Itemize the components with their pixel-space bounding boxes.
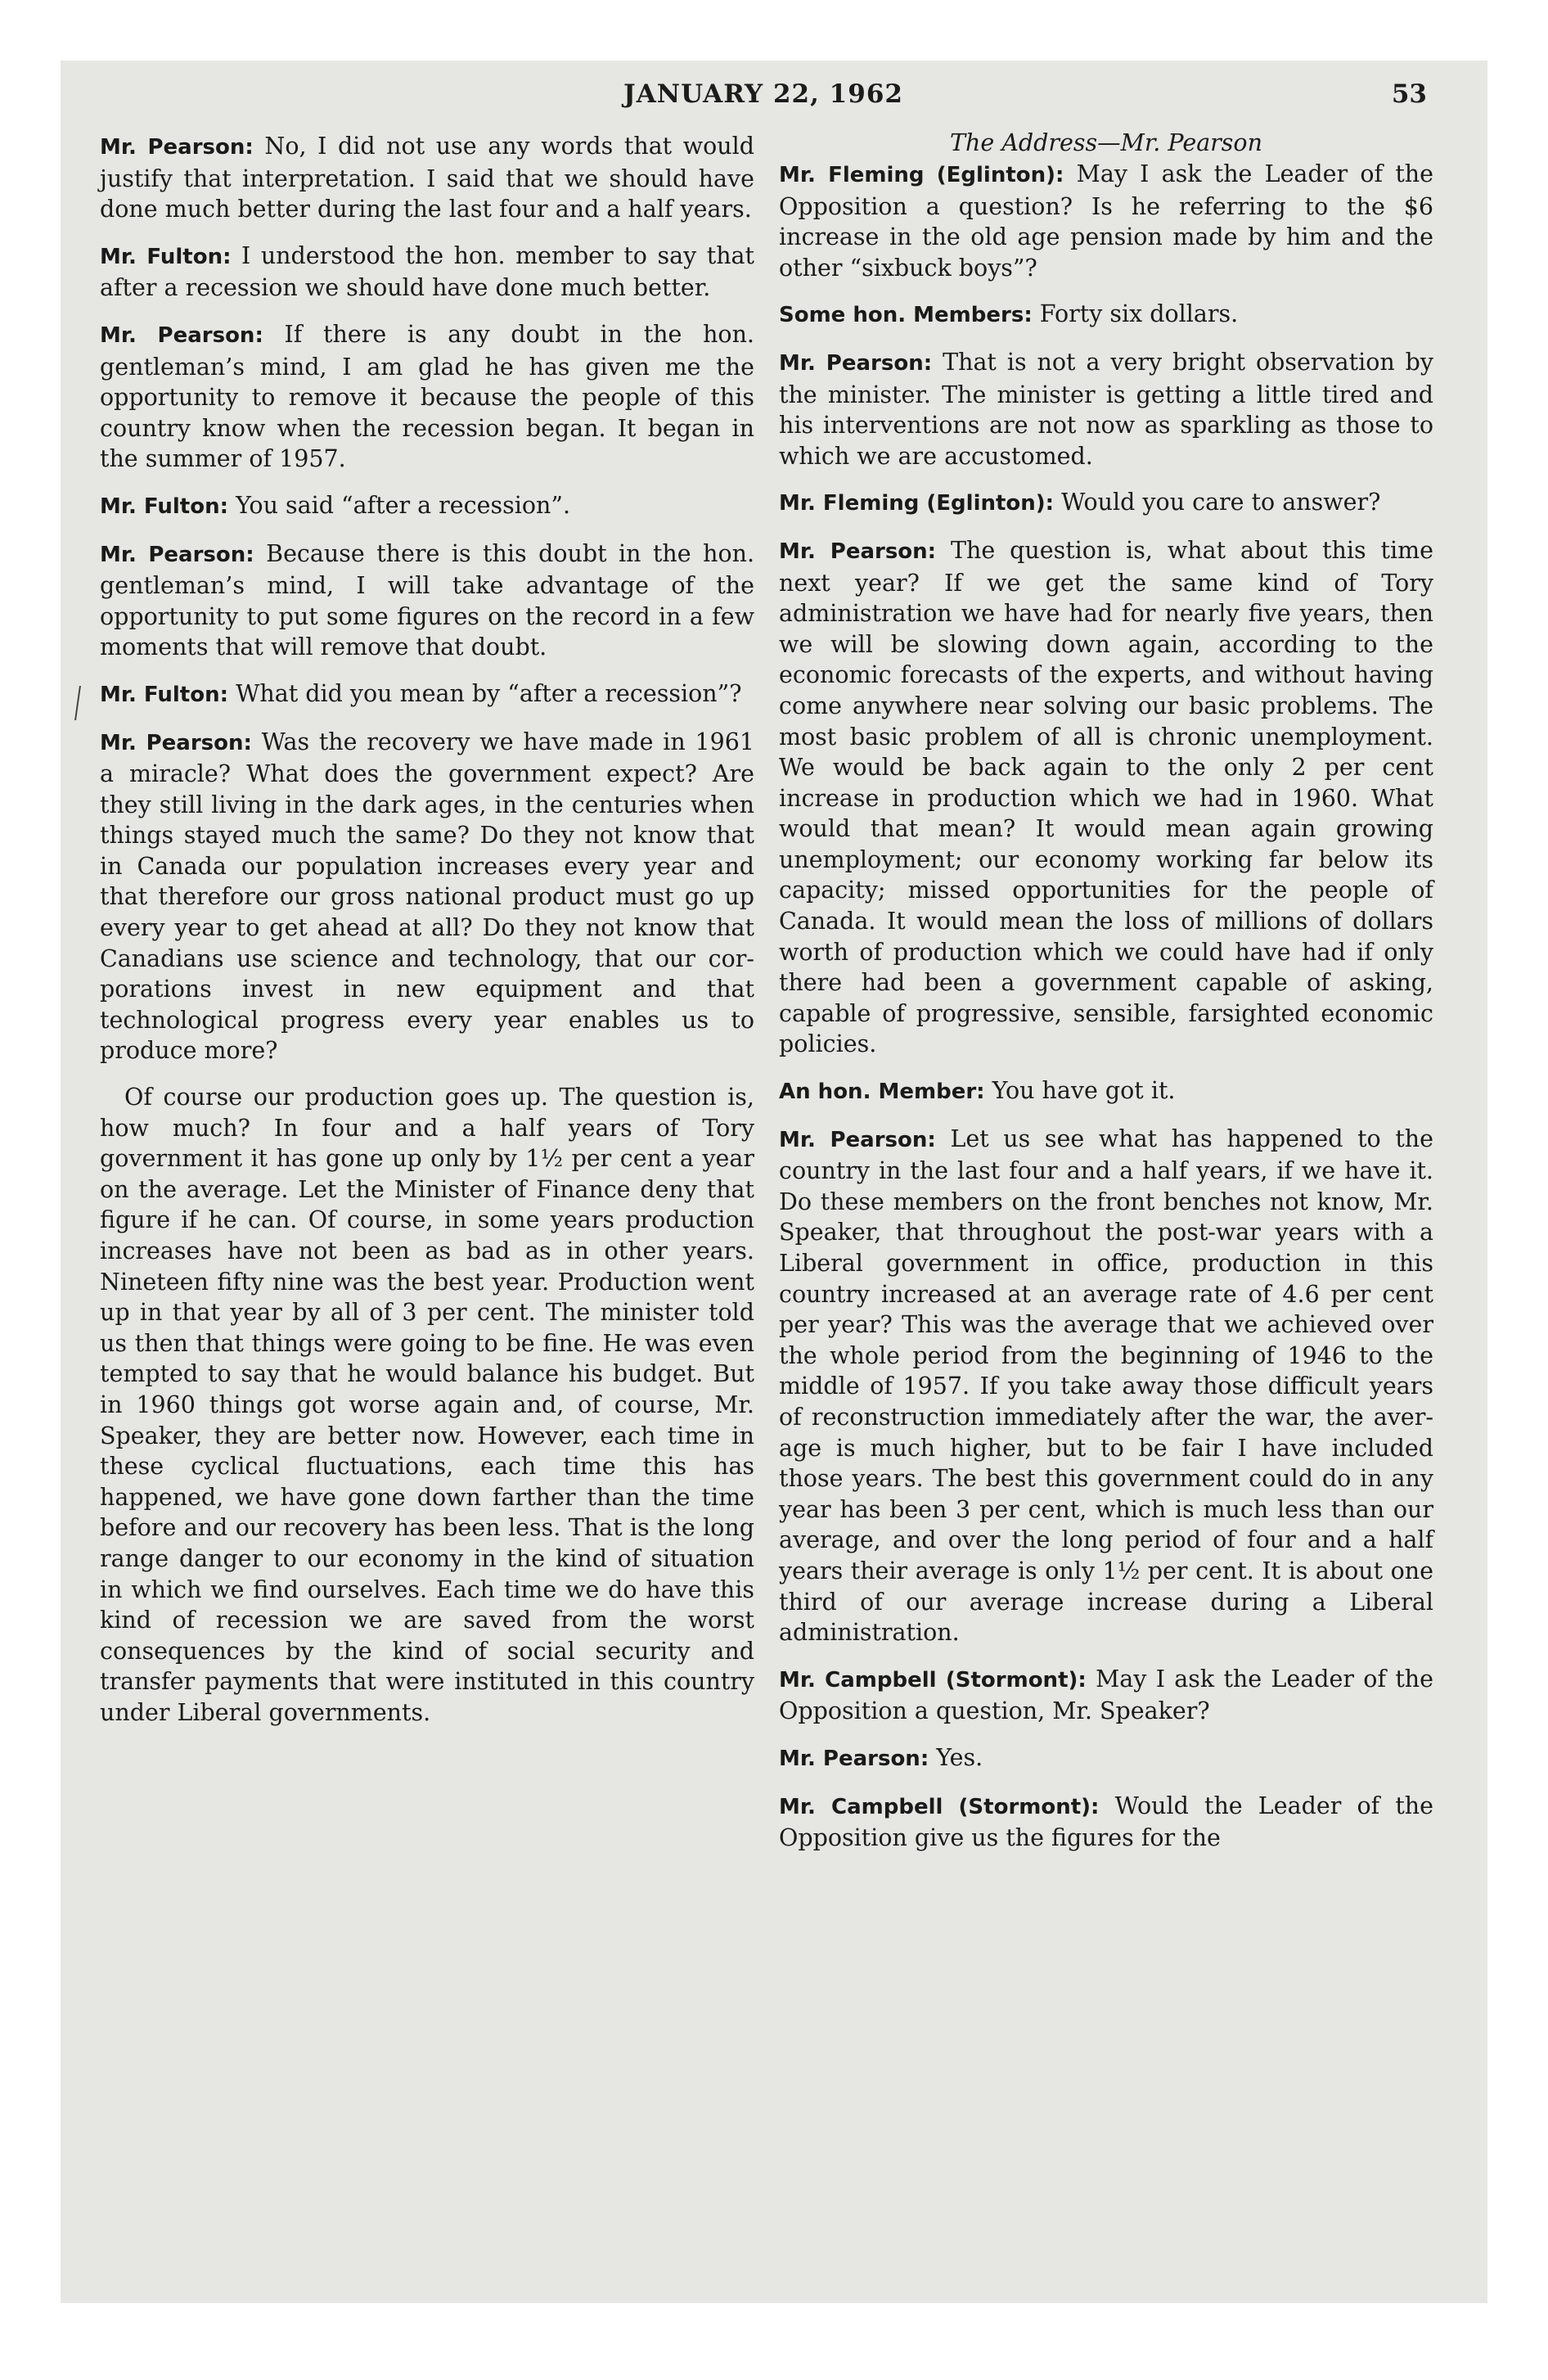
speaker-name: Mr. Pearson: xyxy=(779,350,933,376)
speech-paragraph xyxy=(100,727,754,1067)
speech-text: If there is any doubt in the hon. gentleman’s mind, I am glad he has given me the opportunity to remove it because the people of this country know when the recession began. It began in the summer of 1957. xyxy=(100,320,754,473)
left-column xyxy=(100,131,754,1744)
speech-text: The question is, what about this time next year? If we get the same kind of Tory administration we have had for nearly five years, then we will be slowing down again, according to the economic forecasts of the experts, and without having come anywhere near solving our basic problems. The most basic problem of all is chronic unemployment. We would be back again to the only 2 per cent increase in production which we had in 1960. What would that mean? It would mean again growing unemployment; our economy working far below its capacity; missed opportunities for the people of Canada. It would mean the loss of millions of dollars worth of production which we could have had if only there had been a government capable of asking, capable of progressive, sensible, farsighted economic policies. xyxy=(779,536,1433,1058)
speech-text: Of course our production goes up. The question is, how much? In four and a half years of Tory government it has gone up only by 1½ per cent a year on the average. Let the Minister of Finance deny that figure if he can. Of course, in some years production increases have not been as bad as in other years. Nineteen fifty nine was the best year. Production went up in that year by all of 3 per cent. The minister told us then that things were going to be fine. He was even tempted to say that he would balance his budget. But in 1960 things got worse again and, of course, Mr. Speaker, they are better now. However, each time in these cyclical fluctuations, each time this has happened, we have gone down farther than the time before and our recovery has been less. That is the long range danger to our economy in the kind of situation in which we find ourselves. Each time we do have this kind of recession we are saved from the worst consequences by the kind of social security and transfer payments that were instituted in this country under Liberal governments. xyxy=(100,1084,754,1726)
speech-paragraph xyxy=(100,678,754,711)
speech-text: I understood the hon. member to say that after a recession we should have done much better. xyxy=(100,241,754,302)
speech-paragraph xyxy=(779,1664,1433,1727)
speech-text: Yes. xyxy=(936,1743,983,1771)
speech-paragraph xyxy=(100,241,754,304)
speech-text: Would the Leader of the Opposition give us the figures for the xyxy=(779,1792,1434,1852)
speaker-name: Mr. Pearson: xyxy=(100,135,254,160)
speaker-name: Mr. Pearson: xyxy=(779,1127,936,1152)
speaker-name: Mr. Fulton: xyxy=(100,494,229,519)
speech-text: You have got it. xyxy=(992,1077,1176,1105)
speech-paragraph xyxy=(100,490,754,523)
speaker-name: Mr. Pearson: xyxy=(100,322,263,348)
speech-paragraph xyxy=(779,535,1433,1060)
speaker-name: Mr. Fulton: xyxy=(100,682,229,707)
speaker-name: Mr. Fleming (Eglinton): xyxy=(779,163,1064,187)
speech-text: You said “after a recession”. xyxy=(236,491,571,519)
speaker-name: Some hon. Members: xyxy=(779,303,1033,328)
page-date: JANUARY 22, 1962 xyxy=(623,79,903,109)
speech-paragraph xyxy=(779,299,1433,331)
speaker-name: Mr. Fulton: xyxy=(100,244,232,269)
speaker-name: Mr. Pearson: xyxy=(100,542,254,567)
speech-paragraph xyxy=(100,131,754,225)
speech-paragraph xyxy=(779,159,1433,283)
speech-text: Was the recovery we have made in 1961 a miracle? What does the government expect? Are they still living in the dark ages, in the centuries when things stayed much the same? Do they not know that in Canada our population increases every year and that therefore our gross national product must go up every year to get ahead at all? Do they not know that Canadians use science and technology, that our corporations invest in new equipment and that technological progress every year enables us to produce more? xyxy=(100,728,754,1065)
speech-text: What did you mean by “after a recession”? xyxy=(236,679,742,707)
speech-text: That is not a very bright observation by the minister. The minister is getting a little tired and his interventions are not now as sparkling as those to which we are accustomed. xyxy=(779,348,1434,470)
right-column xyxy=(779,131,1433,1869)
page-number: 53 xyxy=(1391,79,1427,109)
speech-text: No, I did not use any words that would justify that interpretation. I said that we should have done much better during the last four and a half years. xyxy=(100,133,755,223)
speech-text: Would you care to answer? xyxy=(1061,489,1381,516)
speaker-name: Mr. Pearson: xyxy=(779,1746,929,1771)
running-head: The Address—Mr. Pearson xyxy=(950,129,1262,156)
speaker-name: Mr. Campbell (Stormont): xyxy=(779,1794,1100,1819)
speaker-name: Mr. Pearson: xyxy=(100,730,252,755)
speech-paragraph xyxy=(779,1124,1433,1648)
speech-text: Let us see what has happened to the country in the last four and a half years, if we have it. Do these members on the front benches not know, Mr. Speaker, that throughout the post-war years with a Liberal government in office, production in this country increased at an average rate of 4.6 per cent per year? This was the average that we achieved over the whole period from the beginning of 1946 to the middle of 1957. If you take away those difficult years of reconstruction immediately after the war, the average is much higher, but to be fair I have included those years. The best this government could do in any year has been 3 per cent, which is much less than our average, and over the long period of four and a half years their average is only 1½ per cent. It is about one third of our average increase during a Liberal administration. xyxy=(779,1125,1434,1647)
speech-paragraph xyxy=(779,1075,1433,1108)
page-header xyxy=(100,79,1427,112)
speech-paragraph xyxy=(779,1742,1433,1775)
speech-text: Because there is this doubt in the hon. gentleman’s mind, I will take advantage of the opportunity to put some figures on the record in a few moments that will remove that doubt. xyxy=(100,539,755,661)
speech-text: May I ask the Leader of the Opposition a question, Mr. Speaker? xyxy=(779,1665,1433,1725)
speech-paragraph xyxy=(100,319,754,475)
speech-paragraph xyxy=(100,1082,754,1728)
speaker-name: Mr. Pearson: xyxy=(779,539,937,564)
speech-paragraph xyxy=(779,347,1433,471)
speech-paragraph xyxy=(100,539,754,663)
speaker-name: Mr. Fleming (Eglinton): xyxy=(779,491,1055,516)
speech-text: May I ask the Leader of the Opposition a question? Is he referring to the $6 increase in the old age pension made by him and the other “sixbuck boys”? xyxy=(779,160,1433,282)
speech-paragraph xyxy=(779,487,1433,520)
speaker-name: Mr. Campbell (Stormont): xyxy=(779,1667,1087,1693)
speech-paragraph xyxy=(779,1791,1433,1854)
speech-text: Forty six dollars. xyxy=(1039,300,1239,328)
speaker-name: An hon. Member: xyxy=(779,1080,985,1105)
